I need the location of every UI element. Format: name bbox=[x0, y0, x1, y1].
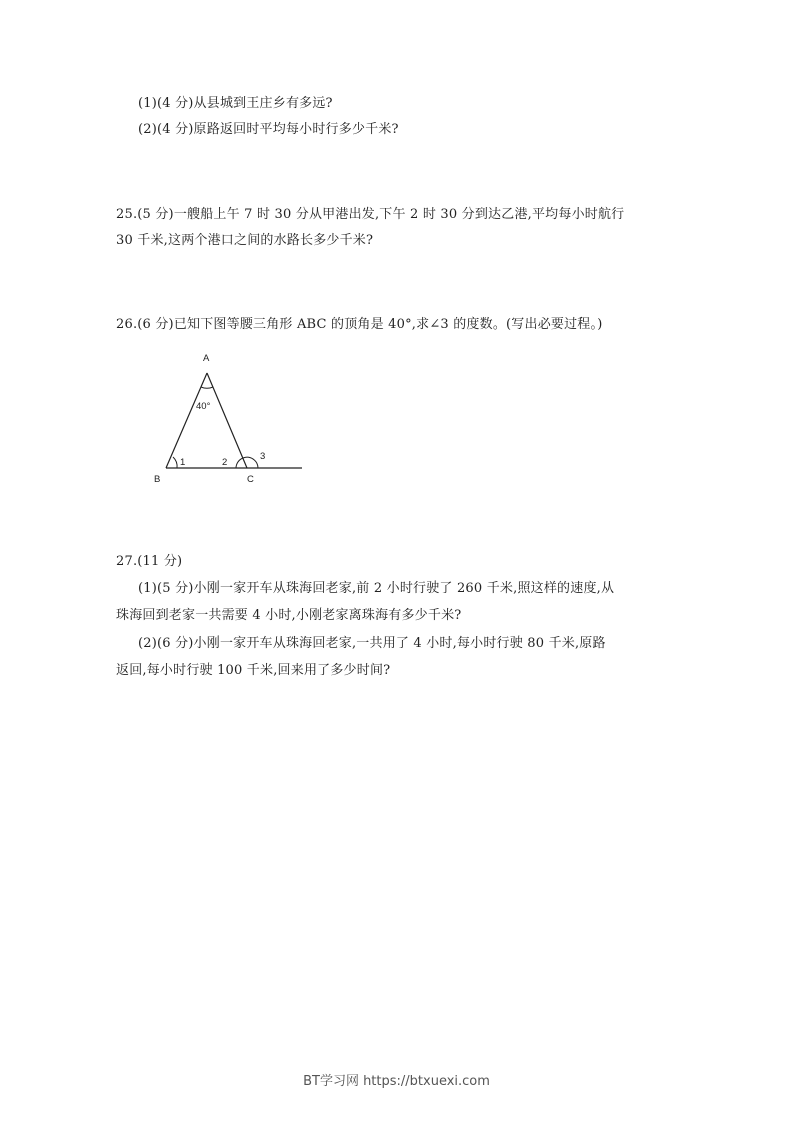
footer-watermark: BT学习网 https://btxuexi.com bbox=[303, 1074, 490, 1089]
q26-line1: 26.(6 分)已知下图等腰三角形 ABC 的顶角是 40°,求∠3 的度数。(写出必要过程。) bbox=[116, 317, 603, 332]
q27-sub1-line2: 珠海回到老家一共需要 4 小时,小刚老家离珠海有多少千米? bbox=[116, 608, 462, 623]
angle-1-label: 1 bbox=[180, 457, 186, 468]
q24-sub2: (2)(4 分)原路返回时平均每小时行多少千米? bbox=[138, 122, 399, 137]
vertex-b-label: B bbox=[154, 474, 161, 485]
q24-sub1: (1)(4 分)从县城到王庄乡有多远? bbox=[138, 96, 333, 111]
q25-line1: 25.(5 分)一艘船上午 7 时 30 分从甲港出发,下午 2 时 30 分到达乙港,平均每小时航行 bbox=[116, 207, 625, 222]
vertex-c-label: C bbox=[247, 474, 254, 485]
angle-2-label: 2 bbox=[222, 457, 228, 468]
q27-title: 27.(11 分) bbox=[116, 554, 183, 569]
q27-sub2-line1: (2)(6 分)小刚一家开车从珠海回老家,一共用了 4 小时,每小时行驶 80 千米,原路 bbox=[138, 636, 606, 651]
q27-sub1-line1: (1)(5 分)小刚一家开车从珠海回老家,前 2 小时行驶了 260 千米,照这样的速度,从 bbox=[138, 581, 615, 596]
apex-angle-label: 40° bbox=[196, 401, 211, 412]
vertex-a-label: A bbox=[203, 353, 210, 364]
q25-line2: 30 千米,这两个港口之间的水路长多少千米? bbox=[116, 233, 374, 248]
angle-3-label: 3 bbox=[260, 451, 266, 462]
q27-sub2-line2: 返回,每小时行驶 100 千米,回来用了多少时间? bbox=[116, 663, 391, 678]
isosceles-triangle-figure bbox=[140, 345, 320, 490]
triangle-diagram bbox=[140, 345, 320, 490]
